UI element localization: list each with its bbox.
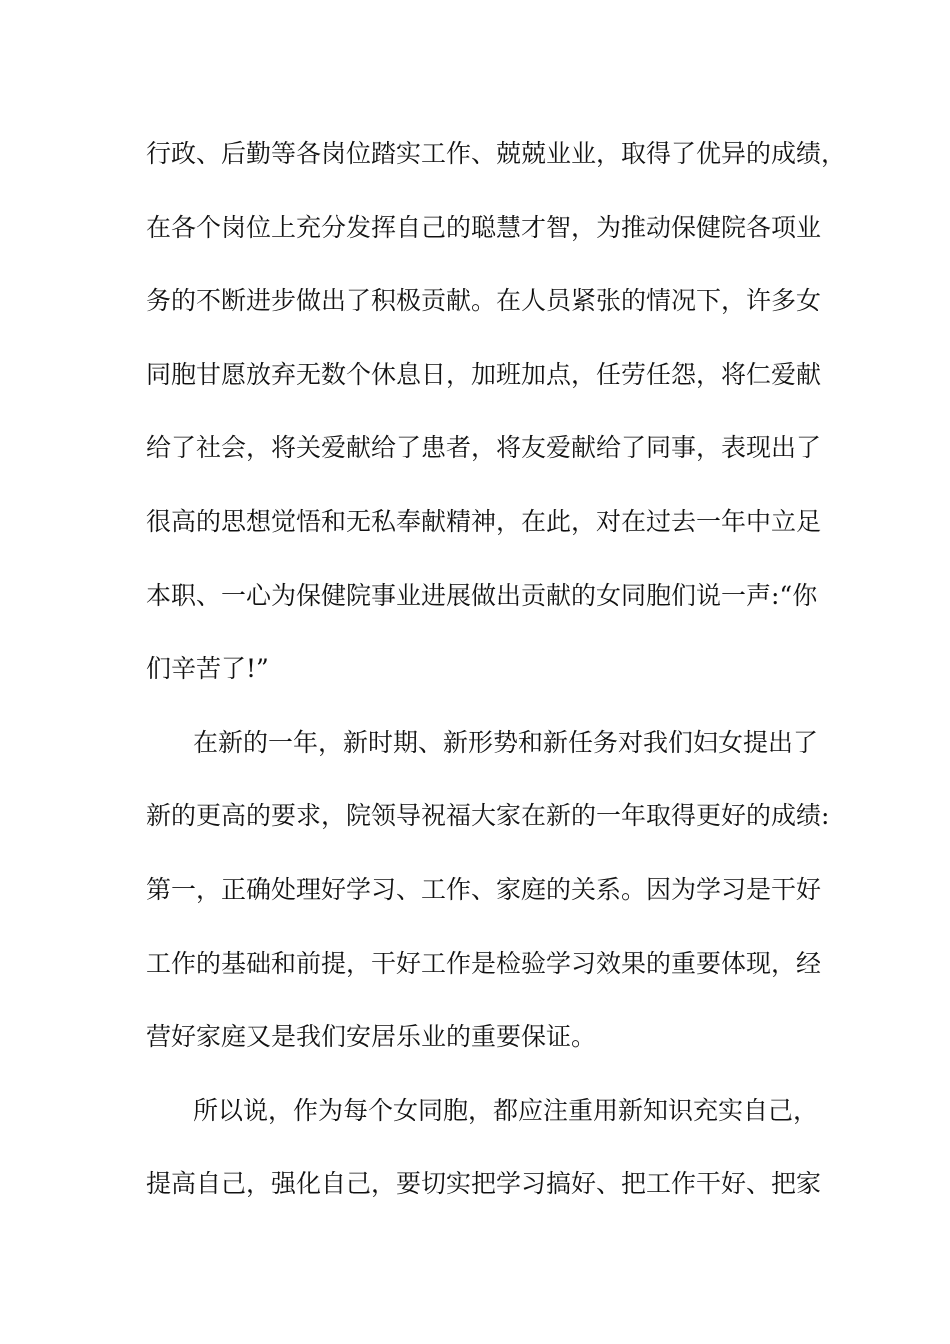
paragraph-start-line: 所以说，作为每个女同胞，都应注重用新知识充实自己，: [193, 1095, 819, 1125]
text-line: 工作的基础和前提，干好工作是检验学习效果的重要体现，经: [146, 948, 822, 978]
text-line: 营好家庭又是我们安居乐业的重要保证。: [146, 1022, 597, 1052]
text-line: 们辛苦了!”: [146, 654, 269, 684]
text-line: 给了社会，将关爱献给了患者，将友爱献给了同事，表现出了: [146, 433, 822, 463]
body-text: [146, 126, 847, 1230]
text-line: 新的更高的要求，院领导祝福大家在新的一年取得更好的成绩:: [146, 801, 830, 831]
text-line: 很高的思想觉悟和无私奉献精神，在此，对在过去一年中立足: [146, 506, 822, 536]
text-line: 行政、后勤等各岗位踏实工作、兢兢业业，取得了优异的成绩，: [146, 139, 847, 168]
paragraph-start-line: 在新的一年，新时期、新形势和新任务对我们妇女提出了: [193, 727, 819, 757]
text-line: 同胞甘愿放弃无数个休息日，加班加点，任劳任怨，将仁爱献: [146, 359, 822, 389]
text-line: 第一，正确处理好学习、工作、家庭的关系。因为学习是干好: [146, 874, 822, 904]
text-line: 提高自己，强化自己，要切实把学习搞好、把工作干好、把家: [146, 1169, 822, 1199]
text-line: 在各个岗位上充分发挥自己的聪慧才智，为推动保健院各项业: [146, 212, 822, 242]
text-line: 务的不断进步做出了积极贡献。在人员紧张的情况下，许多女: [146, 286, 822, 316]
text-line: 本职、一心为保健院事业进展做出贡献的女同胞们说一声:“你: [146, 580, 818, 610]
